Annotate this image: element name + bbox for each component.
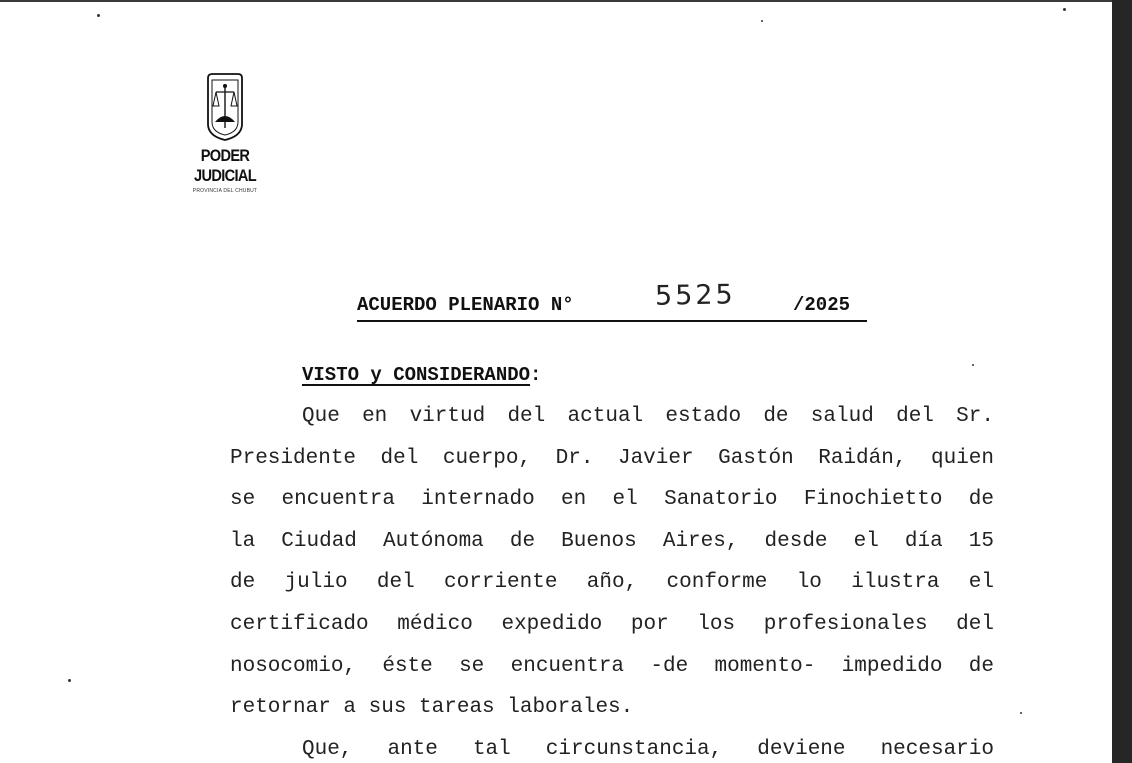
paragraph-line: retornar a sus tareas laborales. <box>230 696 634 720</box>
paragraph-line: de julio del corriente año, conforme lo ilustra el <box>230 571 994 595</box>
subheading-label: VISTO y CONSIDERANDO <box>302 364 531 386</box>
scan-speck <box>97 14 100 17</box>
paragraph-line: Que, ante tal circunstancia, deviene necesario <box>302 738 994 761</box>
heading-prefix: ACUERDO PLENARIO N° <box>357 294 574 316</box>
viewer-right-border <box>1112 0 1132 763</box>
paragraph-line: certificado médico expedido por los profesionales del <box>230 612 994 636</box>
paragraph-line: Que en virtud del actual estado de salud del Sr. <box>302 405 994 428</box>
scan-speck <box>1063 8 1066 11</box>
logo-title: PODER JUDICIAL <box>194 146 256 185</box>
paragraph-line: se encuentra internado en el Sanatorio Finochietto de <box>230 488 994 512</box>
scan-speck <box>68 679 71 682</box>
paragraph-line: la Ciudad Autónoma de Buenos Aires, desde el día 15 <box>230 529 994 553</box>
paragraph-line: nosocomio, éste se encuentra -de momento- impedido de <box>230 654 994 678</box>
document-heading <box>357 280 867 322</box>
paragraph-1 <box>230 396 994 729</box>
heading-year: /2025 <box>793 294 851 316</box>
paragraph-line: Presidente del cuerpo, Dr. Javier Gastón Raidán, quien <box>230 446 994 470</box>
heading-handwritten-number: 5525 <box>654 279 736 312</box>
logo-subtitle: PROVINCIA DEL CHUBUT <box>192 188 258 194</box>
scales-of-justice-icon <box>202 72 248 142</box>
section-subheading <box>302 364 541 386</box>
institution-logo <box>160 72 290 194</box>
subheading-suffix: : <box>530 364 542 386</box>
scan-speck <box>972 364 974 366</box>
page-top-edge <box>0 0 1112 2</box>
paragraph-2 <box>230 729 994 763</box>
scan-speck <box>761 20 763 22</box>
scan-speck <box>1020 712 1022 714</box>
